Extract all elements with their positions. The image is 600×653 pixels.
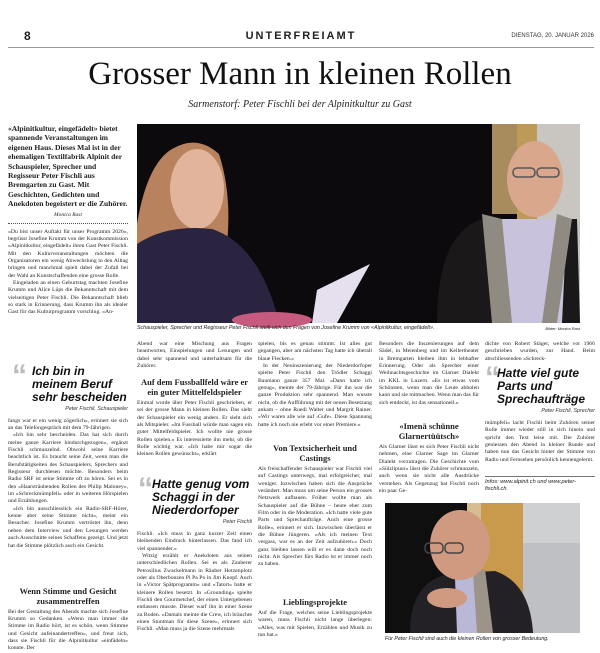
subheading-1: Wenn Stimme und Gesicht zusammentreffen bbox=[19, 585, 117, 606]
pull-quote-attribution: Peter Fischli, Schauspieler bbox=[65, 405, 128, 412]
column-3 bbox=[258, 341, 372, 648]
pull-quote-attribution: Peter Fischli, Sprecher bbox=[541, 408, 595, 414]
column-4-text-b bbox=[379, 444, 479, 500]
subheading-3: Von Textsicherheit und Castings bbox=[273, 443, 357, 463]
article-subtitle: Sarmenstorf: Peter Fischli bei der Alpinitkultur zu Gast bbox=[188, 99, 412, 110]
main-photo-caption: Schauspieler, Sprecher und Regisseur Peter Fischli stellt sich den Fragen von Josefine Krumm von «Alpinitkultur, eingefädelt». bbox=[137, 325, 435, 331]
page-header bbox=[8, 24, 594, 48]
paragraph: mümpfeli» lacht Fischli beim Zuhören seiner Rolle immer wieder still in sich hinein und spricht den Text leise mit. Die Zuhörer geniessen den Abend in kleiner Runde und haben nun das Gesicht hinter der Stimme von Radio und Fernsehen persönlich kennengelernt. bbox=[485, 420, 595, 463]
info-links: Infos: www.alpinit.ch und www.peter-fischli.ch. bbox=[485, 476, 595, 493]
main-photo bbox=[137, 124, 580, 323]
photo-credit: Bilder: Monica Rast bbox=[545, 326, 580, 331]
pull-quote-2 bbox=[138, 472, 252, 526]
section-name: UNTERFREIAMT bbox=[245, 30, 357, 42]
paragraph: «Ich bin sehr bescheiden. Das hat sich durch meine ganze Karriere hindurchgezogen», ergänzt Fischli schmunzelnd. Obwohl seine Karriere beachtlich ist. Es braucht seine Zeit, wenn man die Berufstätigkeiten des Schauspielers, Sprechers und Regisseur durchlesen möchte. Besonders beim Radio SRF ist seine Stimme oft zu hören. Sei es in den «Haarsträubenden Rollen des Philip Maloney», im «Schreckmümpfeli» oder in weiteren Hörspielen und Erzählungen. bbox=[8, 432, 128, 505]
paragraph: dichte von Robert Stäger, welche vor 1966 geschrieben wurden, zur Hand. Beim abschliessenden «Schreck- bbox=[485, 341, 595, 362]
pull-quote-text: Hatte genug vom Schaggi in der Niederdorfoper bbox=[152, 477, 250, 517]
pull-quote-attribution: Peter Fischli bbox=[222, 519, 252, 525]
paragraph: Bei der Gestaltung des Abends machte sich Josefine Krumm so Gedanken. «Wenn man immer die Stimme im Radio hört, ist es schön, wenn Stimme und Gesicht aufeinandertreffen», und freut sich, dass sie Fischli für die Alpinitkultur «einfädeln» konnte. Der bbox=[8, 608, 128, 652]
pull-quote-1 bbox=[12, 358, 128, 413]
column-5 bbox=[485, 341, 595, 499]
column-1-text bbox=[8, 229, 128, 361]
paragraph: Witzig erzählt er Anekdoten aus seinen unterschiedlichen Rollen. Sei es als Zauberer Petrosilius Zwackelmann in Räuber Hotzenplotz oder als Oberbonzen Pi Pa Po in Jim Knopf. Auch in «Victor Spätprogramm» und «Tatort» hatte er kleinere Rollen besetzt. In «Grounding» spielte Fischli den Gourmetchef, der einen Untergebenen entlassen musste. Dieser warf ihn in einer Szene zu Boden. «Damals meinte die Crew, ich bräuchte einen Stuntman für diese Szene», erinnert sich Fischli. «Man muss ja die Szene mehrmals bbox=[137, 553, 252, 633]
portrait-photo-caption: Für Peter Fischli sind auch die kleinen Rollen von grosser Bedeutung. bbox=[385, 636, 549, 642]
paragraph: Als Glarner lässt es sich Peter Fischli nicht nehmen, eine Glarner Sage im Glarner Dialekt vorzutragen. Die Geschichte vom «Sülzlipuur» lässt die Zuhörer schmunzeln, auch wenn sie nicht alle Ausdrücke verstehen. Als Gegenzug hat Fischli noch ein paar Ge- bbox=[379, 444, 479, 495]
author-byline: Monica Rast bbox=[8, 209, 128, 224]
column-5-text-b bbox=[485, 420, 595, 472]
paragraph: «Ich bin ausschliesslich ein Radio-SRF-Hörer, kenne aber seine Stimme nicht», meint ein Besucher. Josefine Krumm vertröstet ihn, denn neben dem Interview und den Lesungen werden auch Ausschnitte seines Schaffens gezeigt. Und jetzt hat die Stimme plötzlich auch ein Gesicht. bbox=[8, 505, 128, 549]
pull-quote-text: Ich bin in meinem Beruf sehr bescheiden bbox=[32, 363, 127, 404]
portrait-photo bbox=[385, 503, 580, 633]
column-3-text-c bbox=[258, 610, 372, 648]
paragraph: Fischli. «Ich muss in ganz kurzer Zeit einen bleibenden Eindruck hinterlassen. Das fand ich viel spannender.» bbox=[137, 531, 252, 552]
article-lead: «Alpinitkultur, eingefädelt» bietet spannende Veranstaltungen im eigenen Haus. Dieses Mal ist in der ehemaligen Textilfabrik Alpinit der Schauspieler, Sprecher und Regisseur Peter Fischli aus Bremgarten zu Gast. Mit Geschichten, Gedichten und Anekdoten begeistert er die Zuhörer. bbox=[8, 124, 128, 209]
paragraph: fangs war er ein wenig zögerlich», erinnert sie sich an das Telefongespräch mit dem 79-Jährigen. bbox=[8, 417, 128, 431]
paragraph: Auf die Frage, welches seine Lieblingsprojekte waren, muss Fischli nicht lange überlegen: «Alles, was mit Spielen, Erzählen und Musik zu tun hat.» bbox=[258, 610, 372, 639]
column-2-text-b bbox=[137, 400, 252, 474]
subheading-5: «Imenä schünne Glarnertüütsch» bbox=[398, 421, 460, 441]
paragraph: Abend war eine Mischung aus Fragen beantworten, Einspielungen und Lesungen und dabei sehr spannend und unterhaltsam für die Zuhörer. bbox=[137, 341, 252, 370]
page-number: 8 bbox=[24, 29, 31, 43]
column-3-text bbox=[258, 341, 372, 437]
column-2-text-c bbox=[137, 531, 252, 648]
article-title: Grosser Mann in kleinen Rollen bbox=[88, 56, 512, 92]
pull-quote-3 bbox=[485, 361, 595, 415]
column-4-text bbox=[379, 341, 479, 415]
quote-mark-icon: “ bbox=[12, 358, 27, 392]
paragraph: «Du bist unser Auftakt für unser Programm 2026», begrüsst Josefine Krumm von der Kunstkommission «Alpinitkultur, eingefädelt» ihren Gast Peter Fischli. Mit den Kulturveranstaltungen möchten die Organisatoren ein wenig Abwechslung in den Alltag bringen und manchmal spielt dabei der Zufall bei der Wahl an Kunstschaffenden eine grosse Rolle. bbox=[8, 228, 128, 279]
photo-portrait-fischli bbox=[385, 503, 580, 633]
column-2-text bbox=[137, 341, 252, 371]
paragraph: spielen, bis es genau stimmt. Ist alles gut gegangen, aber am nächsten Tag hatte ich überall blaue Flecken.» bbox=[258, 341, 372, 362]
column-5-text bbox=[485, 341, 595, 363]
paragraph: Eingeladen an einen Geburtstag machten Josefine Krumm und Alice Lüps die Bekanntschaft mit dem vielseitigen Peter Fischli. Die Bekanntschaft blieb so stark in Erinnerung, dass Krumm ihn als idealer Gast für das Kulturprogramm vorschlug. «An- bbox=[8, 280, 128, 316]
quote-mark-icon: “ bbox=[138, 472, 153, 505]
issue-date: DIENSTAG, 20. JANUAR 2026 bbox=[511, 33, 594, 39]
subheading-4: Lieblingsprojekte bbox=[282, 597, 348, 607]
column-1 bbox=[8, 124, 128, 652]
paragraph: Besonders die Inszenierungen auf dem Sädel, in Meienberg und im Kellertheater in Bremgarten bleiben ihm in lebhafter Erinnerung. Oder als Sprecher einer Weihnachtsgeschichte im Glarner Dialekt im KKL in Luzern. «Es ist etwas vom Schönsten, wenn man die Leute abholen kann und sie mitmachen. Wenn man das für sich entdeckt, ist das sensationell.» bbox=[379, 341, 479, 406]
column-4 bbox=[379, 341, 479, 500]
quote-mark-icon: “ bbox=[485, 361, 500, 394]
paragraph: In der Neuinszenierung der Niederdorfoper spielte Peter Fischli den Trödler Schaggi Baumann ganze 357 Mal. «Dann hatte ich genug», meinte der 79-Jährige. Für ihn war die ganze Produktion sehr spannend. Man wusste nicht, ob die Aufführung mit der neuen Besetzung ankam – ohne Ruedi Walter und Margrit Rainer. «Wir waren alle wie auf ‹Gufe›. Diese Spannung hatte ich noch nie erlebt vor einer Premiere.» bbox=[258, 363, 372, 428]
column-1-text-b bbox=[8, 418, 128, 580]
paragraph: Als freischaffender Schauspieler war Fischli viel auf Castings unterwegs, mal erfolgreicher, mal weniger. Inzwischen haben sich die Ansprüche verändert. Man muss um seine Person ein grosses Netzwerk aufbauen. Früher wollte man als Schauspieler auf die Bühne – heute eher zum Film oder in die Moderation. «Ich hatte viele gute Parts und Sprechaufträge. Auch eine grosse Rolle», erinnert er sich. Inzwischen überlässt er die Bühne Jüngeren. «Als ich meinen Text vergass, war es an der Zeit aufzuhören.» Doch ganz bleiben lassen will er es dann doch noch nicht. Als Sprecher fürs Radio ist er immer noch zu haben. bbox=[258, 466, 372, 568]
column-2 bbox=[137, 341, 252, 648]
column-1-text-c bbox=[8, 608, 128, 652]
subheading-2: Auf dem Fussballfeld wäre er ein guter Mittelfeldspieler bbox=[140, 377, 249, 397]
photo-interview-scene bbox=[137, 124, 580, 323]
column-3-text-b bbox=[258, 466, 372, 591]
paragraph: Einmal wurde über Peter Fischli geschrieben, er sei der grosse Mann in kleinen Rollen. Das sieht der Schauspieler ein wenig anders. Er sieht sich als Mitspieler. «Im Fussball würde man sagen ein guter Mittelfeldspieler. Ich wollte nie grosse Rollen spielen.» Es interessierte ihn mehr, ob die Rolle wichtig war. «Ich habe mir sogar die kleinen Rollen gewünscht», erklärt bbox=[137, 400, 252, 458]
pull-quote-text: Hatte viel gute Parts und Sprechaufträge bbox=[497, 366, 586, 406]
